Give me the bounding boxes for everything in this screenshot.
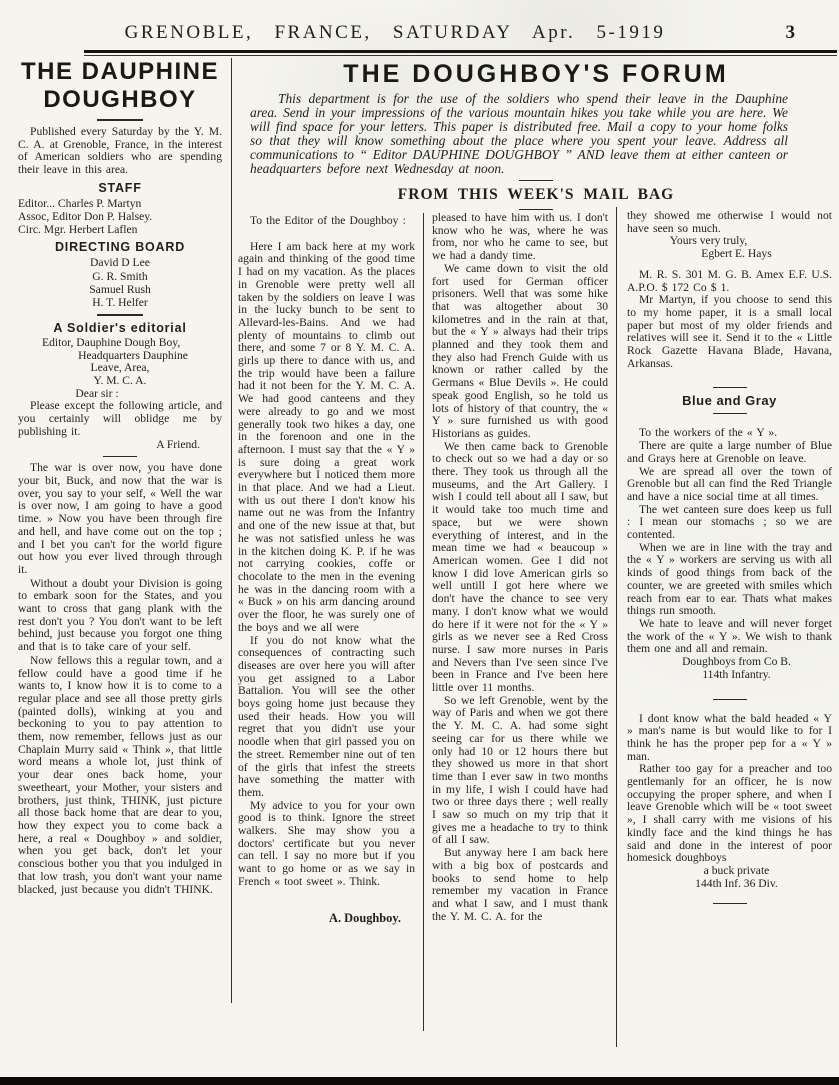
column-rule	[231, 58, 232, 1003]
section-divider	[519, 180, 553, 181]
letter-signature: Doughboys from Co B.	[682, 655, 791, 669]
masthead-dateline: GRENOBLE, FRANCE, SATURDAY Apr. 5-1919	[124, 22, 666, 43]
editorial-paragraph: Without a doubt your Division is going to embark soon for the States, and you want to cross that gang plank with the rest don't you ? You don't want to be left behind, just because you forgot one thing and that is to take care of your self.	[18, 576, 222, 654]
board-member: Samuel Rush	[89, 282, 151, 296]
address-line: Leave, Area,	[90, 361, 150, 375]
letter-paragraph: We then came back to Grenoble to check out so we had a day or so there. They took us through all the museums, and the Art Gallery. I wish I could tell about all I saw, but it would take too much time and space, but we were shown everything of interest, and in the mean time we had « beaucoup » American women. Gee I did not know I did love American girls so well untill I got here where we don't have the chance to see very many. I don't know what we would do here if it were not for the « Y » girls as we never see a Red Cross nurse. I saw more nurses in Paris and Nevers than I've seen since I've been in France and I've been here little over 11 months.	[432, 439, 608, 695]
letter-signature: a buck private	[703, 863, 770, 877]
forum-title: THE DOUGHBOY'S FORUM	[343, 60, 729, 88]
letter-conclusion	[627, 210, 832, 235]
address-line: Dear sir :	[75, 386, 119, 400]
letter-signature: A. Doughboy.	[329, 910, 401, 925]
letter-postscript	[627, 269, 832, 371]
letter-address	[18, 337, 222, 400]
letter-valediction: Yours very truly,	[669, 234, 748, 248]
letter-paragraph: Rather too gay for a preacher and too gentlemanly for an officer, he is now occupying the proper sphere, and when I leave Grenoble which will be « toot sweet », I shall carry with me visions of his kindly face and the kind things he has said and done in the interest of poor homesick doughboys	[627, 762, 832, 865]
mailbag-column-1	[238, 215, 415, 938]
blue-and-gray-body	[627, 427, 832, 656]
letter-paragraph: The wet canteen sure does keep us full : I mean our stomachs ; so we are contented.	[627, 502, 832, 542]
board-list	[18, 256, 222, 309]
letter-paragraph: We are spread all over the town of Grenoble but all can find the Red Triangle and have a nice social time at all times.	[627, 464, 832, 503]
address-line: Y. M. C. A.	[93, 374, 147, 388]
board-member: G. R. Smith	[92, 269, 148, 283]
section-divider	[713, 699, 747, 700]
letter-paragraph: When we are in line with the tray and the « Y » workers are serving us with all kinds of good things from back of the counter, we are greeted with smiles which reach from ear to ear. Thats what makes things run smooth.	[627, 540, 832, 618]
letter-paragraph: If you do not know what the consequences of contracting such diseases are over here you will after you get assigned to a Labor Battalion. You will see the other boys going home just because they used their heads. How you will regret that you didn't use your noodle when that girl passed you on the street. Remember nine out of ten of the girls that infest the streets have something the matter with them.	[238, 633, 415, 799]
board-heading: DIRECTING BOARD	[54, 240, 186, 255]
letter-paragraph: Mr Martyn, if you choose to send this to my home paper, it is a small local paper but most of my older friends and relatives will see it. Send it to the « Little Rock Gazette Havana Blade, Havana, Arkansas.	[627, 293, 832, 370]
letter-signature-unit: 114th Infantry.	[702, 667, 771, 681]
letter-salutation: To the Editor of the Doughboy :	[250, 214, 406, 227]
address-line: Headquarters Dauphine	[78, 348, 188, 362]
address-line: Editor, Dauphine Dough Boy,	[42, 336, 181, 350]
staff-member: Circ. Mgr. Herbert Laflen	[18, 223, 138, 237]
masthead-rule	[84, 50, 837, 56]
editorial-request: Please except the following article, and you certainly will oblidge me by publishing it.	[18, 399, 222, 438]
letter-paragraph: To the workers of the « Y ».	[639, 426, 778, 440]
staff-list	[18, 197, 222, 237]
paper-title: THE DAUPHINE DOUGHBOY	[20, 58, 219, 113]
column-rule	[616, 207, 617, 1047]
editorial-paragraph: Now fellows this a regular town, and a fellow could have a good time if he wants to, I know how it is to come to a regular place and see all those pretty girls (painted dolls), winking at you and beckoning to you to pay attention to them, now remember, fellows just as our Chaplain Murry said « Think », that little word means a whole lot, just think of your dear ones back home, your sweetheart, your Mother, your sisters and brothers, just think, THINK, just picture all those back home that are dear to you, how they expect you to come back a here, a real « Doughboy » and soldier, when you get back, don't let your conscious bother you that you indulged in that low trash, you don't want your name blacked, just because you didn't THINK.	[18, 653, 222, 896]
letter-paragraph: My advice to you for your own good is to think. Ignore the street walkers. She may show you a doctors' certificate but you never can tell. I say no more but if you want to go home or as we say in French « toot sweet ». Think.	[238, 798, 415, 888]
blue-and-gray-heading: Blue and Gray	[682, 393, 777, 409]
board-member: H. T. Helfer	[92, 296, 148, 310]
section-divider	[713, 903, 747, 904]
letter-paragraph: Here I am back here at my work again and thinking of the good time I had on my vacation. As the places in Grenoble were pretty well all taken by the soldiers on leave I was in the lucky bunch to be sent to Allevard-les-Bains. And we had plenty of mountains to climb out there, and some 7 or 8 Y. M. C. A. girls up there to dance with us, and the trip would have been a failure had it not been for the Y. M. C. A. We had good canteens and they were already to go and we most generally took two hikes a day, one in the forenoon and one in the afternoon. I must say that the « Y » is sure doing a great work everywhere but I noticed them more in that place. And we had a Lieut. with us out there I don't know his name out ne was from the Infantry and one of the new issue at that, but he was not satisfied unless he was in the kitchen doing K. P. if he was not carrying cookies, coffe or chocolate to the men in the evening he was in the dancing room with a « Buck » on his arm dancing around over the floor, he was surely one of the boys and we all were	[238, 239, 415, 634]
letter-signature-unit: 144th Inf. 36 Div.	[695, 876, 778, 890]
letter-paragraph: But anyway here I am back here with a big box of postcards and books to send home to help remember my vacation in France and what I saw, and I must thank the Y. M. C. A. for the	[432, 846, 608, 923]
letter-paragraph: they showed me otherwise I would not have seen so much.	[627, 209, 832, 235]
editorial-body	[18, 462, 222, 896]
section-divider	[103, 456, 137, 457]
letter-paragraph: There are quite a large number of Blue and Grays here at Grenoble on leave.	[627, 439, 832, 465]
letter-paragraph: We came down to visit the old fort used for German officer prisoners. Well that was some hike that was altogether about 30 kilometres and in the rain at that, but the « Y » always had their trips planned and they took them and they also had French Guide with us known or rather called by the Germans « Blue Devils ». He could speak good English, so he told us lots of history of that country, the « Y » sure furnished us with good Historians as guides.	[432, 261, 608, 440]
column-rule	[423, 213, 424, 1031]
staff-member: Editor... Charles P. Martyn	[18, 196, 142, 210]
section-divider	[713, 413, 747, 414]
staff-member: Assoc, Editor Don P. Halsey.	[18, 210, 153, 224]
page-bottom-rule	[0, 1077, 839, 1085]
sidebar-column	[18, 58, 222, 897]
letter-paragraph: We hate to leave and will never forget the work of the « Y ». We wish to thank them one and all and remain.	[627, 616, 832, 656]
section-divider	[713, 387, 747, 388]
letter-paragraph: I dont know what the bald headed « Y » man's name is but would like to for I think he has the proper pep for a « Y » man.	[627, 711, 832, 763]
mailbag-heading: FROM THIS WEEK'S MAIL BAG	[397, 186, 675, 204]
forum-section	[240, 60, 832, 215]
letter-body	[238, 241, 415, 889]
mailbag-column-2	[432, 212, 608, 923]
about-paragraph: Published every Saturday by the Y. M. C. A. at Grenoble, France, in the interest of American soldiers who are spending their leave in this area.	[18, 125, 222, 177]
board-member: David D Lee	[90, 256, 150, 270]
letter-signature: Egbert E. Hays	[701, 247, 772, 261]
editorial-paragraph: The war is over now, you have done your bit, Buck, and now that the war is over, you say to your self, « Well the war is over now, I am going to have a good time. » Now you have been through fire and hell, and have come out on the top ; and I bet you can't for the world figure out how you ever lived through through it.	[18, 461, 222, 576]
section-divider	[97, 119, 143, 121]
forum-intro: This department is for the use of the soldiers who spend their leave in the Dauphine area. Send in your impressions of the various mountain hikes you take while you are here. We will find space for your letters. This paper is distributed free. Mail a copy to your home folks so that they will know something about the place where you spent your leave. Address all communications to “ Editor DAUPHINE DOUGHBOY ” AND leave them at either canteen or headquarters before next Wednesday at noon.	[250, 91, 788, 176]
editorial-heading: A Soldier's editorial	[53, 321, 187, 336]
bald-y-man-body	[627, 713, 832, 865]
letter-paragraph: M. R. S. 301 M. G. B. Amex E.F. U.S. A.P.O. $ 172 Co $ 1.	[627, 267, 832, 294]
staff-heading: STAFF	[98, 180, 142, 195]
page-number: 3	[785, 22, 795, 43]
letter-paragraph: So we left Grenoble, went by the way of Paris and when we got there the Y. M. C. A. had some sight seeing car for us there while we only had 10 or 12 hours there but they showed us more in that short time than I ever saw in two months in my life, I wish I could have had two or three days there ; well really I saw so much on my trip that it gives me a headache to try to think of all I saw.	[432, 693, 608, 847]
mailbag-column-3	[627, 210, 832, 909]
letter-paragraph: pleased to have him with us. I don't know who he was, where he was from, nor who he came to see, but we had a dandy time.	[432, 211, 608, 263]
request-signature: A Friend.	[156, 438, 200, 452]
section-divider	[97, 314, 143, 316]
